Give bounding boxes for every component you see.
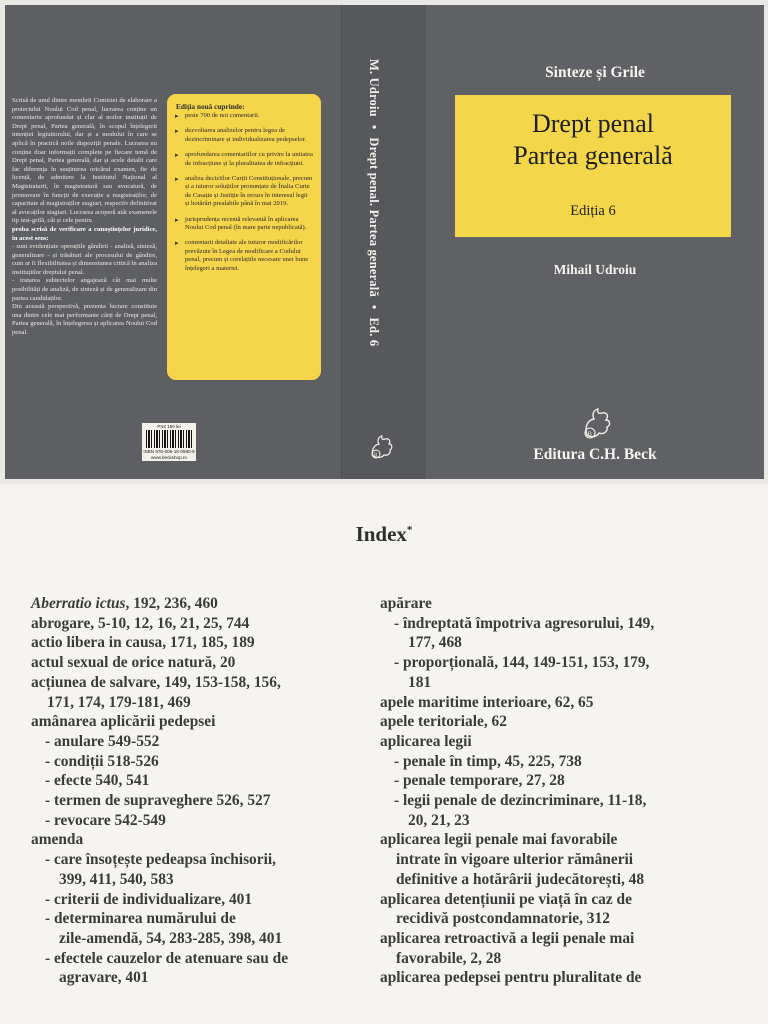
index-subentry: - penale în timp, 45, 225, 738 <box>394 752 582 770</box>
index-subentry-continuation: 20, 21, 23 <box>408 811 470 829</box>
new-edition-item: ▸ comentarii detaliate ale tuturor modificărilor prevăzute în Legea de modificare a Codului penal, precum și corelațiile necesare unei bune înțelegeri a materiei. <box>175 239 313 273</box>
index-entry-continuation: intrate în vigoare ulterior rămânerii <box>396 851 634 869</box>
new-edition-heading: Ediția nouă cuprinde: <box>176 102 245 111</box>
back-paragraph: - sunt evidențiate operațiile gândirii - analiză, sinteză, generalizare - și trăsături ale procesului de gândire, cum ar fi flexibilitatea și dimensiunea critică în analiza instituțiilor dreptului penal. <box>12 243 158 276</box>
spine-edition: Ed. 6 <box>367 317 381 347</box>
index-entry: apele teritoriale, 62 <box>380 713 507 731</box>
index-subentry-continuation: 399, 411, 540, 583 <box>59 870 174 888</box>
index-entry: amânarea aplicării pedepsei <box>31 713 216 731</box>
index-entry: aplicarea retroactivă a legii penale mai <box>380 929 635 947</box>
index-subentry: - determinarea numărului de <box>45 910 236 928</box>
spine <box>341 5 427 479</box>
index-entry: abrogare, 5-10, 12, 16, 21, 25, 744 <box>31 614 250 632</box>
index-right-column <box>380 594 720 988</box>
griffin-logo-icon <box>578 403 612 443</box>
spine-book-title: Drept penal. Partea generală <box>367 137 381 297</box>
index-entry-continuation: 171, 174, 179-181, 469 <box>47 693 191 711</box>
back-paragraph: Scrisă de unul dintre membrii Comisiei de elaborare a proiectului Noului Cod penal, lucrarea conține un comentariu aprofundat și clar al noilor instituții de Drept penal, Partea generală, în scopul înțelegerii intenției legiuitorului, dar și a modului în care se aplică în practică noile dispoziții penale. Lucrarea nu conține doar informații complete pe fiecare temă de Drept penal, Partea generală, dar și acele detalii care fac diferența în susținerea oricărui examen, fie de licență, de admitere la Institutul Național al Magistraturii, în magistratură sau avocatură, de promovare în funcții de execuție a magistraților, de capacitate al magistraților stagiari, respectiv definitivat al avocaților stagiari. Lucrarea acoperă atât examenele tip test-grilă, cât și cele pentru <box>12 97 158 225</box>
index-left-column <box>31 594 361 988</box>
index-title <box>0 522 768 547</box>
index-subentry: - anulare 549-552 <box>45 732 160 750</box>
spine-author: M. Udroiu <box>367 59 381 117</box>
index-entry: aplicarea detențiunii pe viață în caz de <box>380 890 632 908</box>
griffin-logo-icon <box>365 430 397 462</box>
index-title-footnote-mark: * <box>406 524 413 536</box>
index-entry: actul sexual de orice natură, 20 <box>31 654 236 672</box>
index-subentry-continuation: zile-amendă, 54, 283-285, 398, 401 <box>59 929 283 947</box>
index-entry-continuation: favorabile, 2, 28 <box>396 949 502 967</box>
svg-text:B: B <box>374 453 378 458</box>
new-edition-item: ▸ analiza deciziilor Curții Constituționale, precum și a tuturor soluțiilor pronunțate de Înalta Curte de Casație și Justiție în recurs în interesul legii și hotărâri prealabile până în mai 2019. <box>175 175 313 209</box>
index-entry: Aberratio ictus, 192, 236, 460 <box>31 595 218 612</box>
index-entry: apărare <box>380 595 432 612</box>
back-emphasis: proba scrisă de verificare a cunoștințelor juridice, în acest sens: <box>12 225 157 242</box>
index-subentry-continuation: agravare, 401 <box>59 969 149 987</box>
index-entry-continuation: recidivă postcondamnatorie, 312 <box>396 910 610 928</box>
index-entry: aplicarea pedepsei pentru pluralitate de <box>380 969 642 987</box>
new-edition-panel <box>167 94 321 380</box>
index-subentry: - legii penale de dezincriminare, 11-18, <box>394 792 647 810</box>
index-title-text: Index <box>355 522 407 546</box>
book-title-line2: Partea generală <box>513 141 673 170</box>
author-name: Mihail Udroiu <box>553 262 637 277</box>
series-name: Sinteze și Grile <box>545 64 645 81</box>
index-subentry-continuation: 177, 468 <box>408 634 462 652</box>
new-edition-item: ▸ peste 700 de noi comentarii. <box>175 112 313 120</box>
index-entry: amenda <box>31 831 84 849</box>
new-edition-list <box>175 112 313 273</box>
back-paragraph: - tratarea subiectelor angajează cât mai multe posibilități de analiză, de sinteză și de generalizare din partea candidaților. <box>12 277 157 302</box>
index-subentry: - condiții 518-526 <box>45 752 159 770</box>
index-entry: apele maritime interioare, 62, 65 <box>380 693 594 711</box>
index-entry-continuation: definitive a hotărârii judecătorești, 48 <box>396 870 645 888</box>
spine-title <box>365 55 381 435</box>
index-entry: actio libera in causa, 171, 185, 189 <box>31 634 255 652</box>
index-subentry: - criterii de individualizare, 401 <box>45 890 253 908</box>
index-entry: aplicarea legii penale mai favorabile <box>380 831 618 849</box>
isbn-text: ISBN 978-606-18-0980-9 <box>143 449 195 454</box>
publisher-name: Editura C.H. Beck <box>533 446 657 463</box>
spine-separator: • <box>367 124 381 130</box>
title-box <box>455 95 731 237</box>
back-cover-description <box>12 97 157 338</box>
barcode-icon <box>146 430 192 448</box>
index-subentry: - care însoțește pedeapsa închisorii, <box>45 851 276 869</box>
back-paragraph-bold <box>12 226 157 243</box>
website-text: www.beckshop.ro <box>150 455 187 460</box>
new-edition-item: ▸ aprofundarea comentariilor cu privire la unitatea de infracțiune și la pluralitatea de infracțiuni. <box>175 151 313 168</box>
index-subentry-continuation: 181 <box>408 673 432 691</box>
index-subentry: - termen de supraveghere 526, 527 <box>45 792 271 810</box>
back-paragraph: Din această perspectivă, prezenta lucrare constituie una dintre cele mai performante cărți de Drept penal, Partea generală, în înțelegerea și aplicarea Noului Cod penal. <box>12 303 157 337</box>
new-edition-item: ▸ dezvoltarea analizelor pentru legea de dezincriminare și individualizarea pedepselor. <box>175 127 313 144</box>
index-entry: acțiunea de salvare, 149, 153-158, 156, <box>31 673 281 691</box>
book-title-line1: Drept penal <box>531 109 654 138</box>
index-entry-italic: Aberratio ictus <box>31 595 126 612</box>
index-subentry: - efecte 540, 541 <box>45 772 150 790</box>
index-entry: aplicarea legii <box>380 732 472 750</box>
book-cover <box>0 0 768 484</box>
new-edition-item: ▸ jurisprudența recentă relevantă în aplicarea Noului Cod penal (în mare parte nepublicată). <box>175 216 313 233</box>
index-subentry: - îndreptată împotriva agresorului, 149, <box>394 614 655 632</box>
price-barcode-label <box>142 423 196 461</box>
index-page <box>0 486 768 1024</box>
spine-separator: • <box>367 304 381 310</box>
index-subentry: - revocare 542-549 <box>45 811 166 829</box>
price-text: Preț 150 lei <box>157 424 181 429</box>
index-subentry: - efectele cauzelor de atenuare sau de <box>45 949 289 967</box>
edition-label: Ediția 6 <box>570 203 616 219</box>
index-subentry: - proporțională, 144, 149-151, 153, 179, <box>394 654 650 672</box>
index-subentry: - penale temporare, 27, 28 <box>394 772 565 790</box>
svg-text:B: B <box>587 430 592 438</box>
